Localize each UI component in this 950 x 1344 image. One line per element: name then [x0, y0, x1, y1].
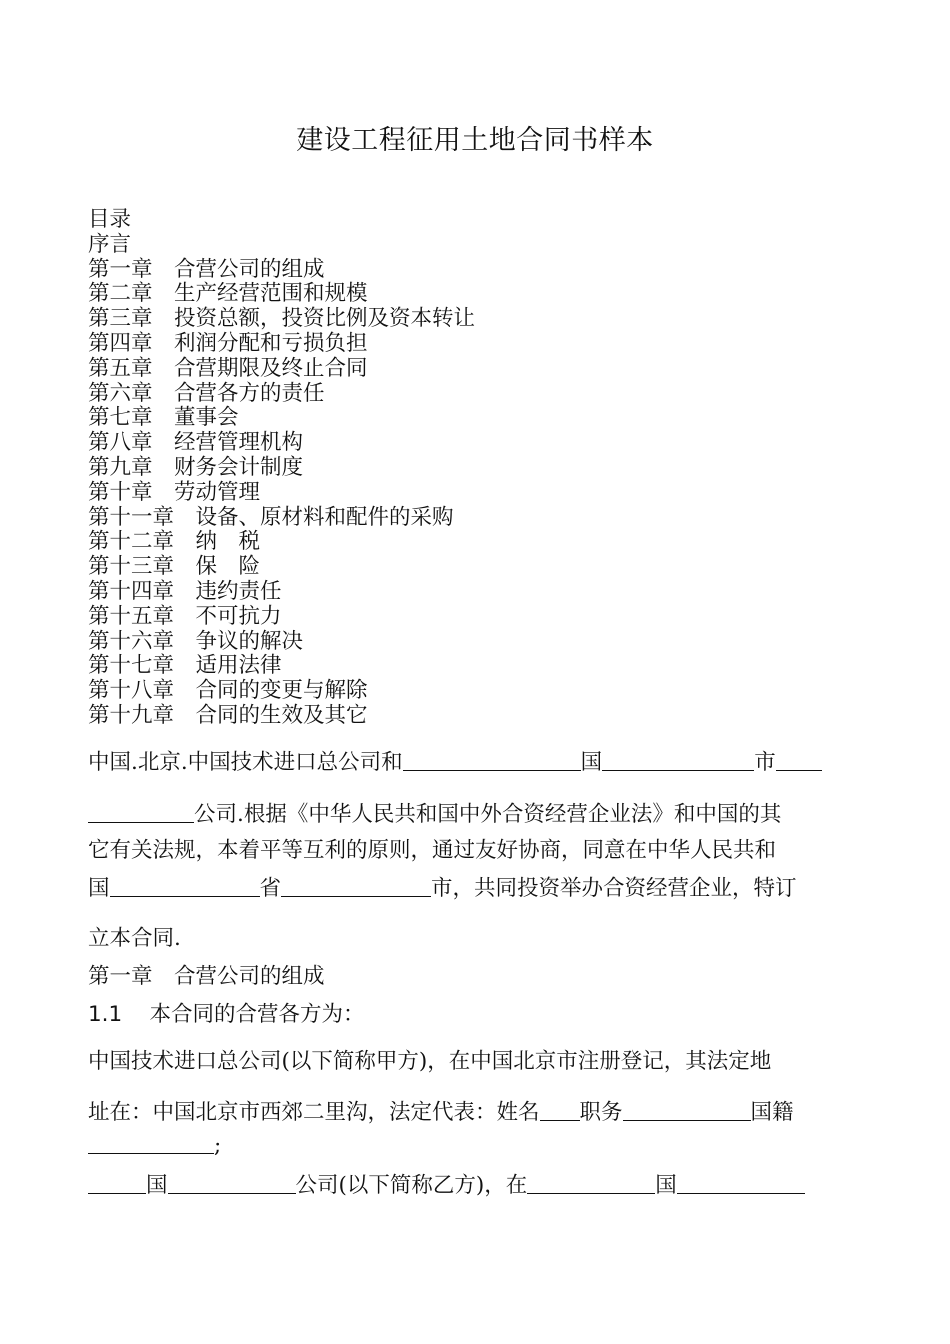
toc-item: 第十章 劳动管理	[88, 479, 261, 505]
toc-item: 第八章 经营管理机构	[88, 430, 304, 456]
toc-item: 第十七章 适用法律	[88, 653, 282, 679]
toc-item: 第九章 财务会计制度	[88, 454, 304, 480]
toc-item: 第十五章 不可抗力	[88, 603, 282, 629]
toc-item: 第五章 合营期限及终止合同	[88, 355, 368, 381]
toc-item: 第三章 投资总额，投资比例及资本转让	[88, 306, 476, 332]
chapter-heading: 第一章 合营公司的组成	[88, 964, 325, 989]
toc-item: 第十四章 违约责任	[88, 578, 282, 604]
toc-item: 目录	[88, 207, 132, 232]
preamble-line-5: 立本合同.	[88, 926, 181, 951]
preamble-line-2: 公司.根据《中华人民共和国中外合资经营企业法》和中国的其	[88, 797, 781, 828]
toc-item: 第六章 合营各方的责任	[88, 380, 325, 406]
toc-item: 第十九章 合同的生效及其它	[88, 702, 368, 728]
preamble-line-3: 它有关法规，本着平等互利的原则，通过友好协商，同意在中华人民共和	[88, 838, 777, 863]
toc-item: 第十六章 争议的解决	[88, 628, 304, 654]
party-a-line-2: 址在：中国北京市西郊二里沟，法定代表：姓名 职务 国籍	[88, 1100, 794, 1125]
toc-item: 第二章 生产经营范围和规模	[88, 281, 368, 307]
toc-item: 第七章 董事会	[88, 405, 239, 431]
toc-item: 第十八章 合同的变更与解除	[88, 678, 368, 704]
preamble-line-4: 国 省 市，共同投资举办合资经营企业，特订	[88, 876, 797, 901]
toc-item: 第一章 合营公司的组成	[88, 256, 325, 282]
document-title: 建设工程征用土地合同书样本	[296, 125, 654, 156]
party-a-line-1: 中国技术进口总公司(以下简称甲方)，在中国北京市注册登记，其法定地	[88, 1049, 772, 1074]
preamble-line-1: 中国.北京.中国技术进口总公司和 国 市	[88, 745, 822, 776]
clause-1-1: 1.1 本合同的合营各方为：	[88, 1002, 365, 1027]
toc-item: 序言	[88, 231, 132, 257]
party-b-line-1: 国 公司(以下简称乙方)，在 国	[88, 1168, 805, 1199]
party-a-line-3: ;	[88, 1133, 221, 1158]
toc-item: 第十一章 设备、原材料和配件的采购	[88, 504, 454, 530]
toc-item: 第四章 利润分配和亏损负担	[88, 330, 368, 356]
toc-item: 第十三章 保 险	[88, 554, 261, 580]
toc-item: 第十二章 纳 税	[88, 529, 261, 555]
